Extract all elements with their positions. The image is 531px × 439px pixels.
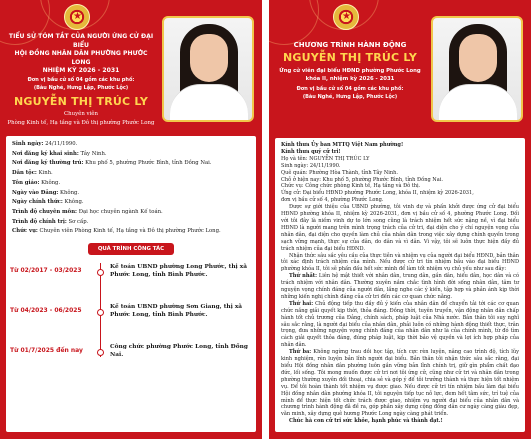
paragraph: Thứ nhất: Liên hệ mật thiết với nhân dân, trung dân, gần dân, hiểu dân, học dân và có trách nhiệm với nhân dân. Thường xuyên nắm chắc tình hình đời sống nhân dân, tâm tư nguyện vọng chính đáng của người dân, lắng nghe các ý kiến, tập hợp và phản ánh kịp thời những kiến nghị chính đáng của cử tri đến các cơ quan chức năng. — [281, 273, 520, 300]
candidate-portrait — [162, 16, 254, 122]
action-program-panel — [275, 138, 525, 432]
info-row: Tôn giáo: Không. — [12, 179, 61, 186]
info-row: Ngày chính thức: Không. — [12, 199, 84, 206]
info-row: Nơi đăng ký thường trú: Khu phố 5, phường Phước Bình, tỉnh Đồng Nai. — [12, 160, 212, 167]
intro-line: Quê quán: Phường Hòa Thành, tỉnh Tây Ninh. — [281, 169, 398, 176]
electoral-unit-areas: (Bàu Nghé, Hưng Lập, Phước Lộc) — [302, 93, 398, 100]
candidate-department: Phòng Kinh tế, Hạ tầng và Đô thị phường Phước Long — [7, 119, 155, 126]
info-row: Dân tộc: Kinh. — [12, 170, 53, 177]
intro-line: Ứng cử: Đại biểu HĐND phường Phước Long, khóa II, nhiệm kỳ 2026-2031, — [281, 190, 474, 197]
paragraph: Thứ hai: Chủ động tiếp thu đầy đủ ý kiến của nhân dân để chuyển tải tới các cơ quan chức năng giải quyết kịp thời, thỏa đáng. Đồng thời, tuyên truyền, vận động nhân dân chấp hành tốt chủ trương của Đảng, chính sách, pháp luật của Nhà nước. Bản thân tôi suy nghĩ sâu sắc rằng, là người đại biểu của nhân dân, phải luôn có những hành động thiết thực, trân trọng, đưa những nguyện vọng chính đáng của nhân dân như là của chính mình, từ đó tìm cách giải quyết thỏa đáng, đúng pháp luật, kịp thời bảo vệ quyền và lợi ích hợp pháp của nhân dân. — [281, 300, 519, 349]
intro-line: Họ và tên: NGUYỄN THỊ TRÚC LY — [281, 155, 370, 162]
intro-line: Sinh ngày: 24/11/1990. — [281, 162, 341, 169]
action-program-header — [275, 40, 425, 101]
paragraph: Được sự giới thiệu của UBND phường, tôi vinh dự và phấn khởi được ứng cử đại biểu HĐND phường khóa II, nhiệm kỳ 2026-2031, đơn vị bầu cử số 4, phường Phước Long. Đối với tôi đây là niềm vinh dự to lớn song cũng là trách nhiệm hết sức nặng nề, vì đại biểu HĐND là người mang trên mình trọng trách của cử tri, đại diện cho ý chí nguyện vọng của nhân dân, đại diện cho quyền làm chủ của nhân dân trong việc xây dựng chính quyền trong sạch vững mạnh, thực sự của dân, do dân và vì dân. Vì vậy, tôi sẽ luôn thực hiện đầy đủ trách nhiệm của đại biểu HĐND. — [281, 204, 519, 252]
greeting: Kính thưa Ủy ban MTTQ Việt Nam phường! — [281, 142, 404, 148]
term-line: khóa II, nhiệm kỳ 2026 - 2031 — [305, 75, 395, 82]
national-emblem-icon: ★ — [333, 4, 359, 30]
timeline-text: Công chức phường Phước Long, tỉnh Đồng Nai. — [110, 344, 248, 359]
action-program-letter — [275, 138, 525, 429]
info-row: Nơi đăng ký khai sinh: Tây Ninh. — [12, 150, 107, 157]
candidate-role: Chuyên viên — [64, 110, 98, 117]
timeline-date: Từ 02/2017 - 03/2023 — [10, 267, 82, 275]
info-row: Trình độ chuyên môn: Đại học chuyên ngành Kế toán. — [12, 208, 163, 215]
timeline-date: Từ 04/2023 - 06/2025 — [10, 307, 82, 315]
candidate-name: NGUYỄN THỊ TRÚC LY — [14, 94, 148, 108]
info-row: Sinh ngày: 24/11/1990. — [12, 141, 78, 147]
intro-line: đơn vị bầu cử số 4, phường Phước Long. — [281, 197, 384, 204]
intro-line: Chỗ ở hiện nay: Khu phố 5, phường Phước Bình, tỉnh Đồng Nai. — [281, 176, 443, 183]
candidacy-line: Ứng cử viên đại biểu HĐND phường Phước Long — [279, 68, 421, 74]
biography-card — [0, 0, 262, 439]
personal-info — [6, 136, 256, 237]
info-row: Ngày vào Đảng: Không. — [12, 189, 80, 196]
timeline-text: Kế toán UBND phường Sơn Giang, thị xã Phước Long, tỉnh Bình Phước. — [110, 304, 243, 319]
timeline-text: Kế toán UBND phường Long Phước, thị xã Phước Long, tỉnh Bình Phước. — [110, 264, 247, 279]
candidate-name: NGUYỄN THỊ TRÚC LY — [283, 51, 417, 64]
program-title: CHƯƠNG TRÌNH HÀNH ĐỘNG — [293, 41, 407, 49]
timeline-item — [6, 297, 256, 337]
electoral-unit: Đơn vị bầu cử số 04 gồm các khu phố: — [27, 76, 135, 83]
action-program-card — [269, 0, 531, 439]
header-line-1: TIỂU SỬ TÓM TẮT CỦA NGƯỜI ỨNG CỬ ĐẠI BIỂU — [8, 33, 154, 49]
info-row: Chức vụ: Chuyên viên Phòng Kinh tế, Hạ tầng và Đô thị phường Phước Long. — [12, 228, 221, 235]
candidate-portrait — [431, 16, 523, 122]
header-line-2: HỘI ĐỒNG NHÂN DÂN PHƯỜNG PHƯỚC LONG — [14, 50, 148, 66]
intro-line: Chức vụ: Công chức phòng Kinh tế, Hạ tầng và Đô thị. — [281, 183, 421, 190]
timeline-date: Từ 01/7/2025 đến nay — [10, 347, 83, 355]
timeline-dot-icon — [97, 349, 104, 356]
work-history-title: QUÁ TRÌNH CÔNG TÁC — [88, 243, 174, 255]
paragraph: Thứ ba: Không ngừng trau dồi học tập, tích cực rèn luyện, nâng cao trình độ, tích lũy kinh nghiệm, rèn luyện bản lĩnh người đại biểu. Bản thân tôi nhận thức sâu sắc rằng, đại biểu Hội đồng nhân dân phường luôn gắn vững bản lĩnh chính trị, giữ gìn phẩm chất đạo đức, lối sống. Tôi mong muốn được cử tri nơi tôi ứng cử, cũng như cử tri và nhân dân trong phường thường xuyên đối thoại, chia sẻ và góp ý để tôi trưởng thành và thực hiện tốt nhiệm vụ. Để tôi hoàn thành tốt nhiệm vụ được giao. Nếu được cử tri tín nhiệm bầu làm đại biểu Hội đồng nhân dân phường khóa II, tôi nguyện tiếp tục nỗ lực, đem hết tâm sức, trí tuệ của mình để thực hiện tốt chức trách được giao, nhiệm vụ người đại biểu của nhân dân và chương trình hành động đã đề ra, góp phần xây dựng cộng đồng dân cư ngày càng giàu đẹp, văn minh, xây dựng quê hương Phước Long ngày càng phát triển. — [281, 349, 519, 418]
biography-header — [6, 33, 156, 127]
paragraph: Nhận thức sâu sắc yêu cầu của thực tiễn và nhiệm vụ của người đại biểu HĐND, bản thân tôi xác định trách nhiệm của mình. Nếu được cử tri tín nhiệm bầu vào đại biểu HĐND phường khóa II, tôi sẽ phấn đấu hết sức mình để làm tốt nhiệm vụ chủ yếu như sau đây: — [281, 252, 519, 273]
closing: Chúc hà con cử tri sức khỏe, hạnh phúc và thành đạt.! — [289, 418, 443, 425]
timeline-item — [6, 337, 256, 377]
electoral-unit-areas: (Bàu Nghé, Hưng Lập, Phước Lộc) — [33, 84, 129, 91]
work-history-timeline — [6, 257, 256, 377]
info-row: Trình độ chính trị: Sơ cấp. — [12, 218, 89, 225]
biography-panel — [6, 136, 256, 432]
greeting: Kính thưa quý cử tri! — [281, 148, 341, 155]
timeline-dot-icon — [97, 309, 104, 316]
timeline-dot-icon — [97, 269, 104, 276]
electoral-unit: Đơn vị bầu cử số 04 gồm các khu phố: — [296, 86, 404, 93]
timeline-item — [6, 257, 256, 297]
header-line-3: NHIỆM KỲ 2026 - 2031 — [42, 67, 120, 75]
national-emblem-icon: ★ — [64, 4, 90, 30]
